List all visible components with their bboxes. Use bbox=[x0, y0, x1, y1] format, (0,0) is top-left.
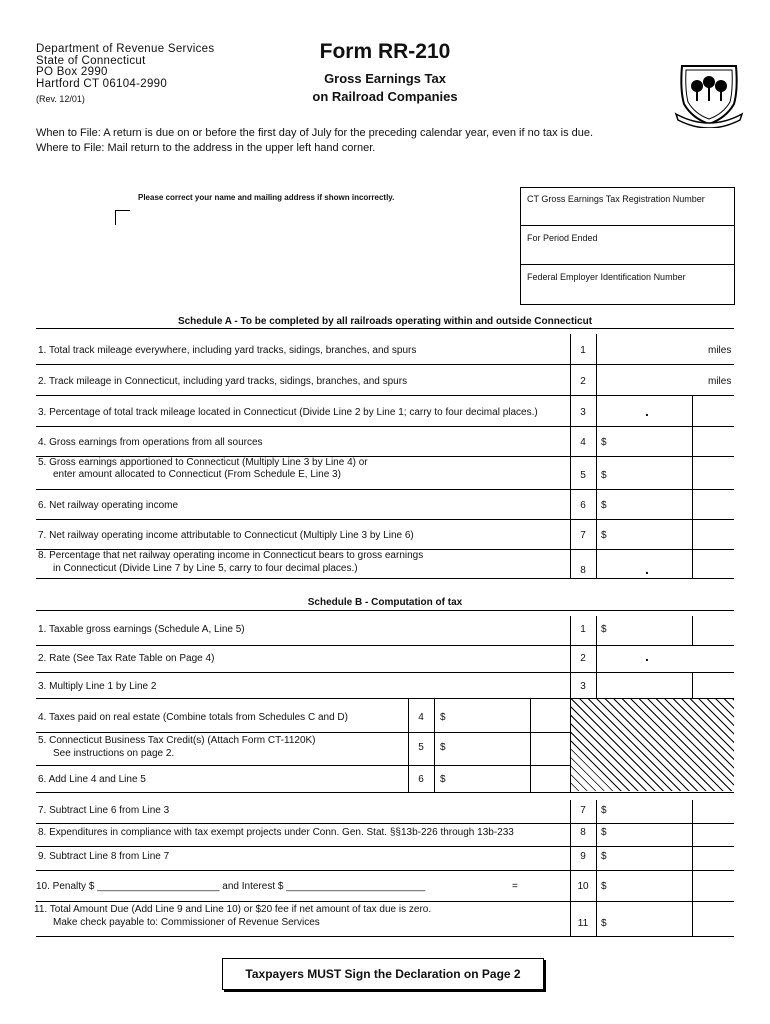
sched-a-line-1-unit: miles bbox=[708, 345, 732, 356]
sched-b-line-3-input[interactable] bbox=[600, 675, 690, 696]
sched-b-line-4-input[interactable] bbox=[452, 702, 528, 729]
sched-b-line-10-label: 10. Penalty $ ______________________ and Interest $ _________________________ bbox=[36, 881, 426, 892]
subtitle-line-1: Gross Earnings Tax bbox=[324, 71, 446, 86]
divider bbox=[36, 846, 734, 847]
sched-b-line-8-label: 8. Expenditures in compliance with tax exempt projects under Conn. Gen. Stat. §§13b-226 through 13b-233 bbox=[38, 827, 514, 838]
sched-a-line-2-input[interactable] bbox=[600, 368, 704, 393]
dollar-sign: $ bbox=[601, 881, 607, 892]
form-subtitle bbox=[270, 70, 500, 106]
decimal-point: . bbox=[645, 403, 649, 419]
sched-b-line-2-input[interactable] bbox=[600, 648, 730, 670]
decimal-point: . bbox=[645, 561, 649, 577]
sched-a-line-2-unit: miles bbox=[708, 376, 732, 387]
divider bbox=[36, 364, 734, 365]
sched-a-line-5-input[interactable] bbox=[612, 460, 690, 487]
sched-a-line-3-input[interactable] bbox=[600, 398, 690, 424]
sched-a-line-7-input[interactable] bbox=[612, 522, 690, 547]
sched-a-line-8-input[interactable] bbox=[600, 552, 690, 576]
divider bbox=[692, 395, 693, 578]
divider bbox=[596, 800, 597, 936]
sched-b-line-4-label: 4. Taxes paid on real estate (Combine totals from Schedules C and D) bbox=[38, 712, 348, 723]
sched-b-line-7-number: 7 bbox=[580, 805, 586, 816]
dollar-sign: $ bbox=[601, 500, 607, 511]
divider bbox=[36, 732, 570, 733]
sched-b-line-11-number: 11 bbox=[577, 918, 589, 929]
address-correction-note: Please correct your name and mailing address if shown incorrectly. bbox=[138, 193, 395, 202]
dollar-sign: $ bbox=[601, 851, 607, 862]
divider bbox=[36, 395, 734, 396]
divider bbox=[36, 672, 734, 673]
hatched-area bbox=[571, 699, 734, 791]
sched-a-line-5-number: 5 bbox=[580, 470, 586, 481]
sched-a-line-4-input[interactable] bbox=[612, 429, 690, 454]
sched-a-line-8-label: 8. Percentage that net railway operating income in Connecticut bears to gross earnings bbox=[38, 550, 424, 561]
divider bbox=[36, 765, 570, 766]
dollar-sign: $ bbox=[601, 827, 607, 838]
divider bbox=[570, 334, 571, 578]
sched-b-line-3-label: 3. Multiply Line 1 by Line 2 bbox=[38, 681, 157, 692]
sched-b-line-1-label: 1. Taxable gross earnings (Schedule A, Line 5) bbox=[38, 624, 245, 635]
sched-b-line-4-number: 4 bbox=[418, 712, 424, 723]
sched-b-line-9-label: 9. Subtract Line 8 from Line 7 bbox=[38, 851, 170, 862]
signature-reminder: Taxpayers MUST Sign the Declaration on Page 2 bbox=[222, 958, 544, 990]
sched-b-line-7-label: 7. Subtract Line 6 from Line 3 bbox=[38, 805, 170, 816]
sched-b-line-11-input[interactable] bbox=[612, 904, 690, 934]
sched-b-line-11-label: 11. Total Amount Due (Add Line 9 and Line 10) or $20 fee if net amount of tax due is zero. bbox=[34, 904, 432, 915]
dollar-sign: $ bbox=[601, 530, 607, 541]
sched-b-line-5-number: 5 bbox=[418, 742, 424, 753]
dept-line: Department of Revenue Services bbox=[36, 43, 215, 55]
divider bbox=[36, 489, 734, 490]
sched-b-line-1-input[interactable] bbox=[612, 616, 690, 643]
sched-a-line-2-number: 2 bbox=[580, 376, 586, 387]
sched-b-line-5-label-2: See instructions on page 2. bbox=[53, 748, 175, 759]
registration-box bbox=[520, 187, 735, 305]
dollar-sign: $ bbox=[601, 624, 607, 635]
divider bbox=[36, 519, 734, 520]
sched-a-line-6-input[interactable] bbox=[612, 492, 690, 517]
dollar-sign: $ bbox=[440, 712, 446, 723]
sched-a-line-6-label: 6. Net railway operating income bbox=[38, 500, 179, 511]
divider bbox=[530, 698, 531, 792]
sched-a-line-1-number: 1 bbox=[580, 345, 586, 356]
divider bbox=[36, 870, 734, 871]
sched-a-line-8-label-2: in Connecticut (Divide Line 7 by Line 5, carry to four decimal places.) bbox=[53, 563, 358, 574]
sched-a-line-3-label: 3. Percentage of total track mileage located in Connecticut (Divide Line 2 by Line 1; carry to four decimal places.) bbox=[38, 407, 538, 418]
divider bbox=[36, 792, 734, 793]
divider bbox=[36, 901, 734, 902]
decimal-point: . bbox=[645, 648, 649, 664]
fein-field[interactable]: Federal Employer Identification Number bbox=[527, 272, 686, 282]
sched-b-line-11-label-2: Make check payable to: Commissioner of Revenue Services bbox=[53, 917, 320, 928]
schedule-a-title: Schedule A - To be completed by all railroads operating within and outside Connecticut bbox=[177, 316, 593, 327]
sched-b-line-2-label: 2. Rate (See Tax Rate Table on Page 4) bbox=[38, 653, 215, 664]
sched-b-line-8-number: 8 bbox=[580, 827, 586, 838]
divider bbox=[596, 616, 597, 698]
sched-b-line-6-label: 6. Add Line 4 and Line 5 bbox=[38, 774, 146, 785]
sched-a-line-3-number: 3 bbox=[580, 407, 586, 418]
divider bbox=[36, 578, 734, 579]
subtitle-line-2: on Railroad Companies bbox=[312, 89, 458, 104]
divider bbox=[692, 616, 693, 646]
sched-a-line-5-label: 5. Gross earnings apportioned to Connecticut (Multiply Line 3 by Line 4) or bbox=[38, 457, 368, 468]
agency-address bbox=[36, 44, 214, 90]
divider bbox=[692, 800, 693, 936]
dollar-sign: $ bbox=[601, 918, 607, 929]
divider bbox=[596, 334, 597, 578]
dollar-sign: $ bbox=[601, 437, 607, 448]
filing-instructions bbox=[36, 126, 593, 156]
city-line: Hartford CT 06104-2990 bbox=[36, 77, 168, 90]
sched-b-line-6-number: 6 bbox=[418, 774, 424, 785]
po-box-line: PO Box 2990 bbox=[36, 66, 108, 78]
sched-a-line-5-label-2: enter amount allocated to Connecticut (From Schedule E, Line 3) bbox=[53, 469, 341, 480]
divider bbox=[36, 426, 734, 427]
divider bbox=[36, 645, 734, 646]
form-title: Form RR-210 bbox=[319, 40, 451, 63]
divider bbox=[36, 936, 734, 937]
where-to-file: Where to File: Mail return to the address in the upper left hand corner. bbox=[36, 142, 376, 154]
divider bbox=[692, 672, 693, 698]
divider bbox=[36, 823, 734, 824]
sched-a-line-6-number: 6 bbox=[580, 500, 586, 511]
sched-a-line-4-label: 4. Gross earnings from operations from all sources bbox=[38, 437, 263, 448]
sched-b-line-8-input[interactable] bbox=[612, 825, 690, 844]
sched-b-line-5-input[interactable] bbox=[452, 735, 528, 763]
schedule-b-title: Schedule B - Computation of tax bbox=[307, 597, 463, 608]
dollar-sign: $ bbox=[440, 774, 446, 785]
dollar-sign: $ bbox=[601, 470, 607, 481]
sched-a-line-8-number: 8 bbox=[580, 565, 586, 576]
sched-a-line-7-number: 7 bbox=[580, 530, 586, 541]
reg-number-field[interactable]: CT Gross Earnings Tax Registration Number bbox=[521, 188, 734, 226]
sched-b-line-10-input[interactable] bbox=[612, 873, 690, 899]
sched-b-line-2-number: 2 bbox=[580, 653, 586, 664]
sched-a-line-2-label: 2. Track mileage in Connecticut, including yard tracks, sidings, branches, and spurs bbox=[38, 376, 408, 387]
sched-b-line-3-number: 3 bbox=[580, 681, 586, 692]
address-window-corner bbox=[115, 210, 130, 225]
sched-b-line-10-number: 10 bbox=[577, 881, 589, 892]
dollar-sign: $ bbox=[440, 742, 446, 753]
revision-date: (Rev. 12/01) bbox=[36, 94, 85, 104]
sched-a-line-4-number: 4 bbox=[580, 437, 586, 448]
divider bbox=[36, 328, 734, 329]
sched-b-line-1-number: 1 bbox=[580, 624, 586, 635]
sched-b-line-9-number: 9 bbox=[580, 851, 586, 862]
divider bbox=[36, 610, 734, 611]
when-to-file: When to File: A return is due on or before the first day of July for the preceding calendar year, even if no tax is due. bbox=[36, 127, 594, 139]
sched-b-line-5-label: 5. Connecticut Business Tax Credit(s) (Attach Form CT-1120K) bbox=[38, 735, 316, 746]
sched-a-line-1-input[interactable] bbox=[600, 336, 704, 362]
sched-a-line-1-label: 1. Total track mileage everywhere, including yard tracks, sidings, branches, and spurs bbox=[38, 345, 417, 356]
sched-b-line-6-input[interactable] bbox=[452, 768, 528, 790]
state-line: State of Connecticut bbox=[36, 54, 146, 67]
dollar-sign: $ bbox=[601, 805, 607, 816]
sched-b-line-7-input[interactable] bbox=[612, 800, 690, 821]
period-ended-field[interactable]: For Period Ended bbox=[521, 227, 734, 265]
state-seal-icon bbox=[672, 60, 746, 128]
equals-sign: = bbox=[512, 881, 518, 892]
sched-b-line-9-input[interactable] bbox=[612, 848, 690, 868]
divider bbox=[570, 800, 571, 936]
divider bbox=[434, 698, 435, 792]
sched-a-line-7-label: 7. Net railway operating income attributable to Connecticut (Multiply Line 3 by Line 6) bbox=[38, 530, 414, 541]
